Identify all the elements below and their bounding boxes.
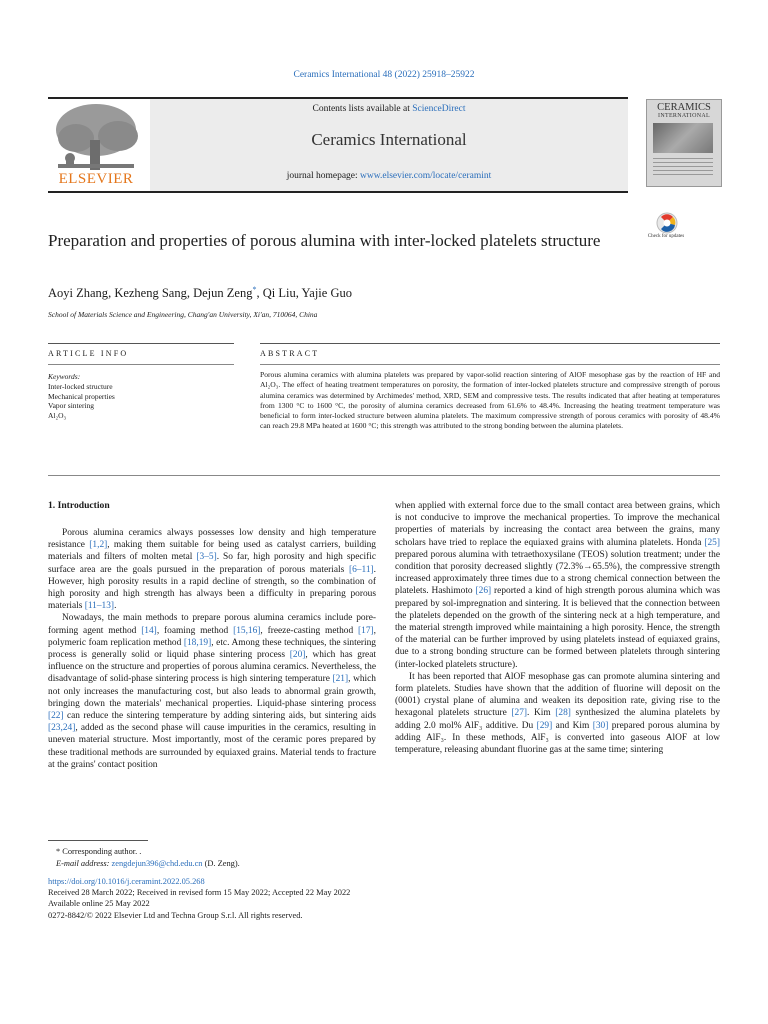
keywords-block bbox=[48, 372, 115, 421]
copyright: 0272-8842/© 2022 Elsevier Ltd and Techna Group S.r.l. All rights reserved. bbox=[48, 910, 303, 920]
citation-link[interactable]: [15,16] bbox=[233, 625, 261, 636]
body-column-right bbox=[395, 500, 720, 756]
contents-lists-line bbox=[150, 104, 628, 114]
journal-citation-line[interactable]: Ceramics International 48 (2022) 25918–25922 bbox=[293, 70, 475, 80]
citation-link[interactable]: [6–11] bbox=[349, 564, 374, 575]
contents-prefix: Contents lists available at bbox=[312, 104, 413, 114]
email-link[interactable]: zengdejun396@chd.edu.cn bbox=[111, 858, 203, 868]
citation-link[interactable]: [18,19] bbox=[183, 637, 212, 648]
abstract-heading: ABSTRACT bbox=[260, 349, 320, 358]
footnote bbox=[56, 846, 240, 869]
email-suffix: (D. Zeng). bbox=[202, 858, 240, 868]
keyword-item: Mechanical properties bbox=[48, 391, 115, 401]
abstract-text: Porous alumina ceramics with alumina platelets was prepared by vapor-solid reaction sintering of AlOF mesophase gas by the reaction of HF and Al₂O₃. The effect of heating treatment temperatures on porosity, the formation of inter-locked platelets structure and compressive strength of porous alumina ceramics was determined by Archimedes' method, XRD, SEM and compressive tests. The results indicated that after heating at temperatures from 1300 °C to 1600 °C, the porosity of alumina ceramics decreased from 61.6% to 48.4%. Increasing the heating treatment temperature was beneficial to form inter-locked structure between alumina platelets. The maximum compressive strength of porous ceramics with porosity of 48.4% can reach 29.8 MPa heated at 1600 °C; this strength was attributed to the strong bonding between the alumina platelets. bbox=[260, 370, 720, 431]
body-paragraph: Nowadays, the main methods to prepare porous alumina ceramics include pore-forming agent method [14], foaming method [15,16], freeze-casting method [17], polymeric foam replication method [18,19], etc. Among these techniques, the sintering process is generally solid or liquid phase sintering process [20], which has great influence on the structure and properties of porous alumina ceramics. Nevertheless, the disadvantage of solid-phase sintering process is high sintering temperature [21], which not only increases the manufacturing cost, but also leads to abnormal grain growth, bringing down the materials' mechanical properties. Liquid-phase sintering process [22] can reduce the sintering temperature by adding sintering aids, but sintering aids [23,24], added as the second phase will cause impurities in the ceramics, resulting in uneven material structure. Most importantly, most of the ceramic pores prepared by these traditional methods are surrounded by equiaxed grains. Material tends to fracture at the grains' contact position bbox=[48, 613, 376, 770]
article-info-heading: ARTICLE INFO bbox=[48, 349, 129, 358]
homepage-link[interactable]: www.elsevier.com/locate/ceramint bbox=[360, 171, 492, 181]
citation-link[interactable]: [26] bbox=[475, 586, 492, 597]
cover-subtitle: INTERNATIONAL bbox=[658, 113, 710, 119]
cover-image bbox=[653, 123, 713, 153]
author-name[interactable]: Yajie Guo bbox=[301, 286, 352, 301]
affiliation: School of Materials Science and Engineering, Chang'an University, Xi'an, 710064, China bbox=[48, 310, 318, 319]
publication-details bbox=[48, 876, 350, 921]
citation-link[interactable]: [1,2] bbox=[89, 540, 108, 551]
author-name[interactable]: Dejun Zeng bbox=[193, 286, 253, 301]
citation-link[interactable]: [25] bbox=[704, 537, 720, 548]
citation-link[interactable]: [21] bbox=[332, 674, 349, 685]
corresponding-author-mark[interactable]: * bbox=[252, 285, 257, 294]
email-label: E-mail address: bbox=[56, 858, 112, 868]
body-paragraph: when applied with external force due to the small contact area between grains, which is not conducive to improve the mechanical properties. To improve the mechanical properties of materials by increasing the contact area between the grains, many scholars have tried to replace the equiaxed grains with alumina platelets. Honda [25] prepared porous alumina with tetraethoxysilane (TEOS) solution treatment; under the condition that porosity decreased slightly (72.3%→65.5%), the compressive strength increased approximately three times due to a strong chemical connection between the platelets. Hashimoto [26] reported a kind of high strength porous alumina which was prepared by sol-impregnation and sintering. It is believed that the connection between the platelets depended on the growth of the sintering neck at a high temperature, and the material strength improved while maintaining a high porosity. Hence, the strength of the material can be further improved by using platelets instead of equiaxed grains, due to a strong bonding structure can be formed between platelets through sintering (inter-locked platelets structure). bbox=[395, 501, 720, 670]
citation-link[interactable]: [27] bbox=[511, 708, 528, 719]
journal-homepage-line bbox=[150, 171, 628, 181]
article-info-rule-top bbox=[48, 343, 234, 344]
keyword-item: Inter-locked structure bbox=[48, 381, 113, 391]
check-for-updates-label[interactable]: Check for updates bbox=[647, 234, 685, 239]
section-heading-introduction: 1. Introduction bbox=[48, 500, 110, 511]
keyword-item: Al₂O₃ bbox=[48, 411, 67, 421]
citation-link[interactable]: [3–5] bbox=[196, 552, 217, 563]
abstract-rule-top bbox=[260, 343, 720, 344]
homepage-prefix: journal homepage: bbox=[286, 171, 361, 181]
email-line bbox=[56, 858, 240, 870]
citation-link[interactable]: [30] bbox=[592, 720, 609, 731]
citation-link[interactable]: [29] bbox=[536, 720, 553, 731]
citation-link[interactable]: [11–13] bbox=[84, 601, 115, 612]
article-title: Preparation and properties of porous alumina with inter-locked platelets structure bbox=[48, 231, 601, 250]
author-name[interactable]: Qi Liu bbox=[262, 286, 296, 301]
cover-title: CERAMICS bbox=[657, 102, 711, 113]
body-paragraph: Porous alumina ceramics always possesses low density and high temperature resistance [1,2], making them suitable for being used as catalyst carriers, building materials and filters of molten metal [3–5]. So far, high porosity and high specific surface area are the goals pursued in the preparation of porous materials [6–11]. However, high porosity results in a rapid decline of strength, so the combination of high porosity and high strength has always been a difficulty in preparing porous materials [11–13]. bbox=[48, 528, 377, 612]
abstract-rule bbox=[260, 364, 720, 365]
body-paragraph: It has been reported that AlOF mesophase gas can promote alumina sintering and form platelets. Studies have shown that the addition of fluorine will deposit on the (0001) crystal plane of alumina and weaken its deposition rate, giving rise to the hexagonal platelets structure [27]. Kim [28] synthesized the alumina platelets by adding 2.0 mol% AlF₃ additive. Du [29] and Kim [30] prepared porous alumina by adding AlF₃. In these methods, AlF₃ is converted into gaseous AlOF at low temperature, releasing abundant fluorine gas at the same time; sintering bbox=[395, 671, 721, 756]
citation-link[interactable]: [28] bbox=[555, 708, 571, 719]
citation-link[interactable]: [23,24] bbox=[48, 723, 76, 734]
keyword-item: Vapor sintering bbox=[48, 401, 95, 411]
citation-link[interactable]: [17] bbox=[358, 625, 374, 636]
elsevier-wordmark[interactable]: ELSEVIER bbox=[58, 171, 134, 187]
cover-text-lines bbox=[653, 158, 713, 178]
corresponding-author-note: * Corresponding author. . bbox=[56, 847, 142, 856]
author-name[interactable]: Kezheng Sang bbox=[114, 286, 187, 301]
header-rule-bottom bbox=[48, 191, 628, 193]
sciencedirect-link[interactable]: ScienceDirect bbox=[412, 104, 466, 114]
author-name[interactable]: Aoyi Zhang bbox=[48, 286, 109, 301]
doi-link[interactable]: https://doi.org/10.1016/j.ceramint.2022.05.268 bbox=[48, 877, 205, 886]
received-dates: Received 28 March 2022; Received in revised form 15 May 2022; Accepted 22 May 2022 bbox=[48, 888, 351, 898]
available-online: Available online 25 May 2022 bbox=[48, 899, 150, 909]
author-list: Aoyi Zhang, Kezheng Sang, Dejun Zeng*, Qi Liu, Yajie Guo bbox=[48, 285, 352, 301]
citation-link[interactable]: [20] bbox=[289, 650, 306, 661]
abstract-rule-bottom bbox=[48, 475, 720, 476]
article-info-rule bbox=[48, 364, 234, 365]
check-for-updates-icon[interactable] bbox=[649, 211, 685, 247]
keywords-label: Keywords: bbox=[48, 372, 81, 381]
footnote-rule bbox=[48, 840, 148, 841]
citation-link[interactable]: [14] bbox=[141, 625, 157, 636]
citation-link[interactable]: [22] bbox=[48, 711, 64, 722]
journal-name: Ceramics International bbox=[311, 130, 467, 149]
body-column-left bbox=[48, 527, 376, 771]
